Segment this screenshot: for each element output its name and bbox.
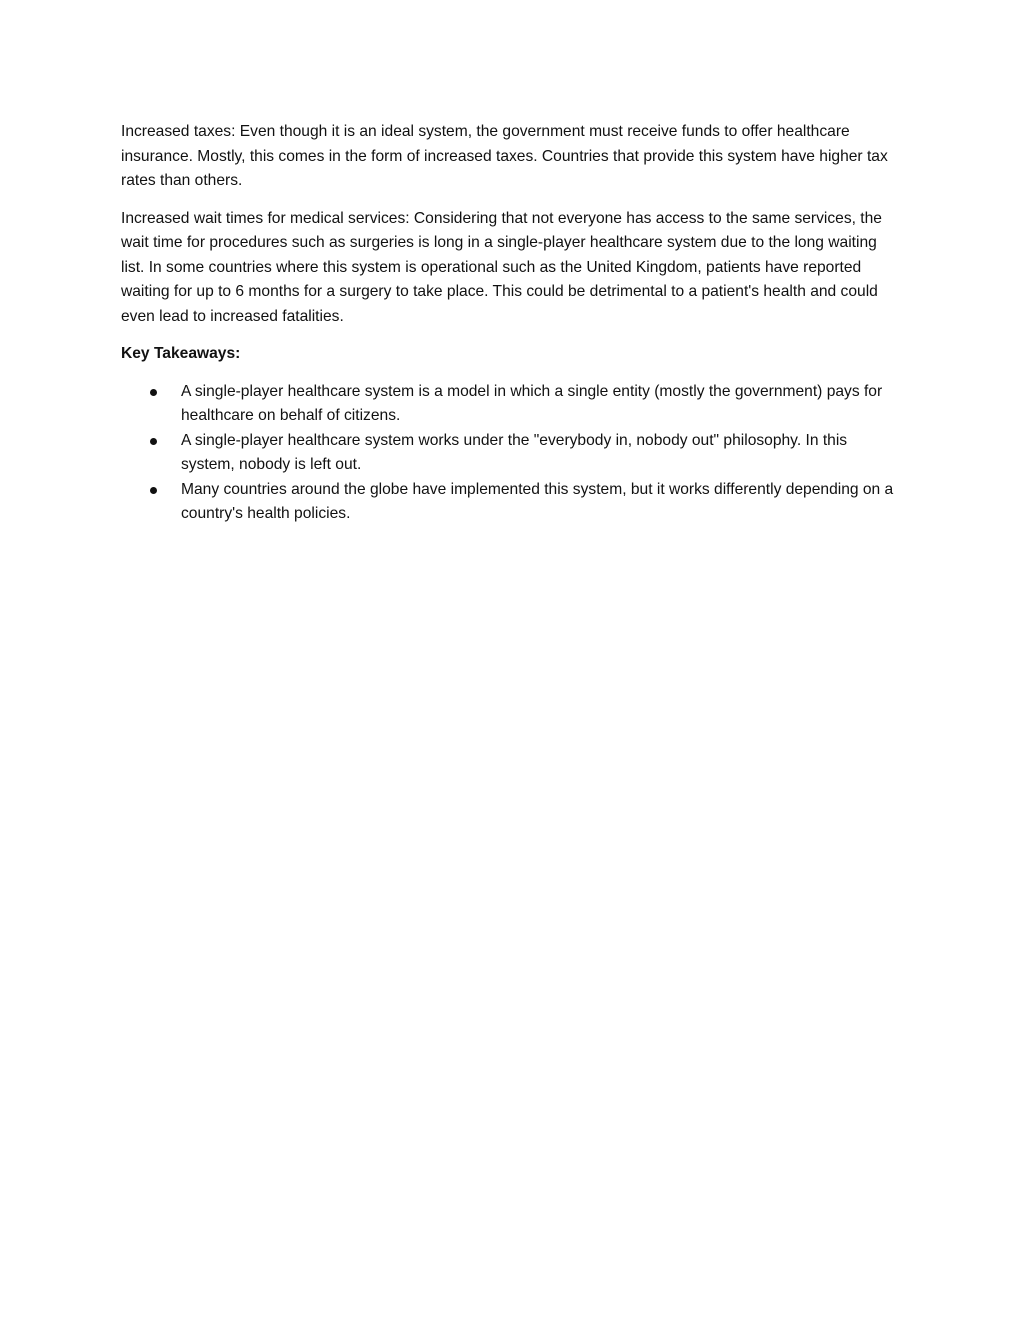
bullet-icon (150, 487, 157, 494)
list-item (121, 380, 901, 429)
list-item-text: A single-player healthcare system works under the "everybody in, nobody out" philosophy. In this system, nobody is left out. (181, 431, 848, 473)
key-takeaways-list (121, 380, 901, 527)
bullet-icon (150, 389, 157, 396)
list-item (121, 429, 901, 478)
paragraph-increased-wait-times: Increased wait times for medical services: Considering that not everyone has access to the same services, the wait time for procedures such as surgeries is long in a single-player healthcare system due to the long waiting list. In some countries where this system is operational such as the United Kingdom, patients have reported waiting for up to 6 months for a surgery to take place. This could be detrimental to a patient's health and could even lead to increased fatalities. (121, 209, 882, 325)
bullet-icon (150, 438, 157, 445)
key-takeaways-heading: Key Takeaways: (121, 345, 241, 362)
list-item (121, 478, 901, 527)
list-item-text: Many countries around the globe have implemented this system, but it works differently depending on a country's health policies. (181, 480, 894, 522)
paragraph-increased-taxes: Increased taxes: Even though it is an ideal system, the government must receive funds to offer healthcare insurance. Mostly, this comes in the form of increased taxes. Countries that provide this system have higher tax rates than others. (121, 123, 888, 189)
document-page (121, 120, 901, 527)
list-item-text: A single-player healthcare system is a model in which a single entity (mostly the government) pays for healthcare on behalf of citizens. (181, 382, 883, 424)
